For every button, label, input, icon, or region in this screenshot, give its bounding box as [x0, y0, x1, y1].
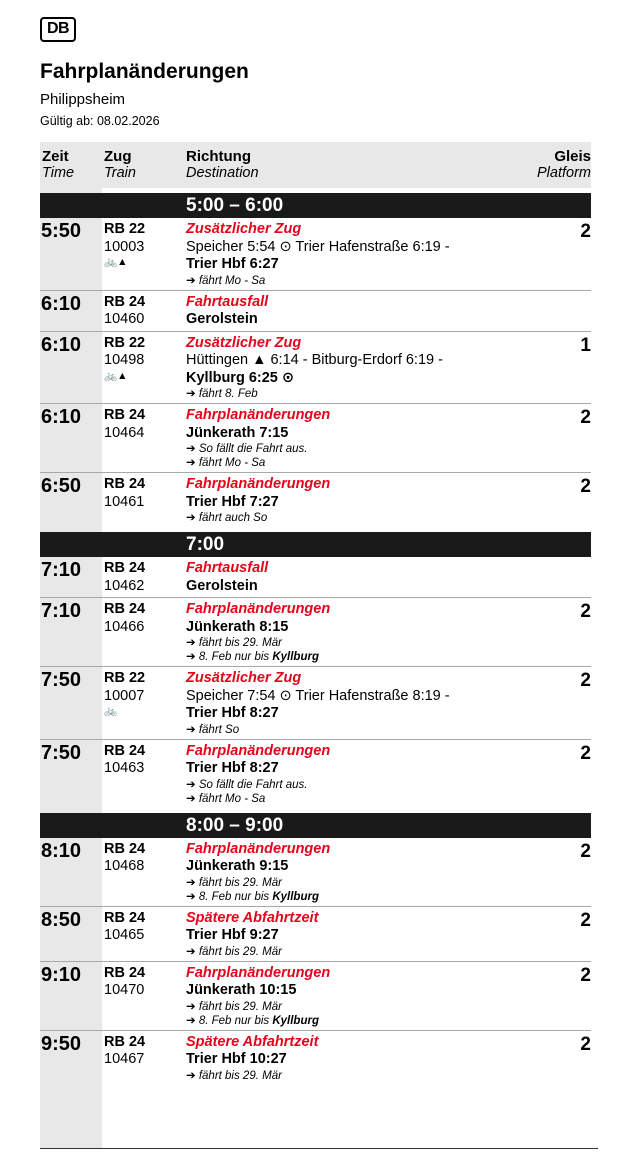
service-note [186, 387, 551, 401]
train-line: RB 24 [104, 909, 146, 926]
table-row [40, 332, 591, 405]
service-note [186, 945, 551, 959]
page-title: Fahrplanänderungen [40, 60, 249, 83]
destination: Trier Hbf 8:27 [186, 760, 279, 776]
train-info [104, 294, 145, 329]
destination-info [186, 601, 551, 664]
destination-info [186, 407, 551, 470]
service-note-text: ➔ fährt bis 29. Mär [186, 1069, 282, 1082]
column-header-train [104, 148, 136, 182]
change-status: Spätere Abfahrtzeit [186, 909, 319, 926]
train-number: 10467 [104, 1051, 145, 1067]
table-row [40, 557, 591, 598]
service-note-text: ➔ 8. Feb nur bis [186, 651, 273, 663]
train-line: RB 24 [104, 293, 146, 310]
service-note-text: ➔ 8. Feb nur bis [186, 890, 273, 903]
destination: Trier Hbf 9:27 [186, 927, 279, 943]
change-status: Spätere Abfahrtzeit [186, 1033, 319, 1050]
train-info [104, 670, 145, 717]
service-note-text: ➔ So fällt die Fahrt aus. [186, 778, 308, 791]
time-group-header: 5:00 – 6:00 [40, 193, 591, 218]
table-row [40, 1031, 591, 1085]
platform-number: 2 [580, 670, 591, 691]
departure-time: 7:50 [41, 669, 82, 691]
destination: Jünkerath 8:15 [186, 618, 289, 635]
service-note-text: ➔ 8. Feb nur bis [186, 1014, 273, 1027]
service-note-text: ➔ fährt So [186, 723, 240, 736]
service-note-station: Kyllburg [272, 651, 319, 663]
departure-time: 6:10 [41, 292, 82, 315]
platform-number: 1 [580, 334, 591, 356]
train-number: 10003 [104, 238, 145, 255]
column-time-sublabel: Time [42, 165, 75, 181]
platform-number: 2 [580, 742, 591, 764]
departure-time: 8:50 [41, 908, 82, 931]
train-line: RB 24 [104, 840, 146, 857]
column-header-destination [186, 148, 259, 182]
departure-time: 5:50 [41, 220, 82, 242]
train-line: RB 24 [104, 476, 146, 492]
time-group-header: 8:00 – 9:00 [40, 813, 591, 838]
destination-info [186, 910, 551, 959]
change-status: Zusätzlicher Zug [186, 221, 302, 237]
destination-info [186, 476, 551, 525]
service-note [186, 778, 551, 792]
destination: Trier Hbf 6:27 [186, 256, 279, 272]
destination-info [186, 965, 551, 1028]
train-line: RB 24 [104, 1033, 146, 1050]
departure-time: 7:50 [41, 741, 82, 764]
destination-info [186, 560, 551, 595]
change-status: Fahrtausfall [186, 293, 269, 310]
destination: Gerolstein [186, 577, 258, 594]
table-row [40, 218, 591, 291]
service-note-text: ➔ So fällt die Fahrt aus. [186, 443, 308, 455]
train-number: 10465 [104, 927, 145, 943]
departure-time: 9:10 [41, 963, 82, 986]
train-line: RB 24 [104, 601, 146, 617]
station-name: Philippsheim [40, 91, 126, 108]
destination: Trier Hbf 8:27 [186, 705, 279, 721]
train-line: RB 22 [104, 334, 146, 351]
change-status: Zusätzlicher Zug [186, 334, 302, 351]
service-note [186, 890, 551, 904]
destination-info [186, 841, 551, 904]
train-number: 10464 [104, 424, 145, 441]
platform-number: 2 [580, 1033, 591, 1055]
destination-info [186, 1034, 551, 1083]
destination: Trier Hbf 10:27 [186, 1051, 287, 1067]
platform-number: 2 [580, 476, 591, 497]
service-note [186, 650, 551, 664]
train-number: 10463 [104, 760, 145, 776]
column-destination-label: Richtung [186, 148, 251, 165]
column-platform-label: Gleis [554, 148, 591, 165]
service-note-text: ➔ fährt bis 29. Mär [186, 876, 282, 889]
train-number: 10466 [104, 618, 145, 635]
table-row [40, 404, 591, 473]
departure-time: 8:10 [41, 839, 82, 862]
service-note [186, 876, 551, 890]
service-note [186, 1069, 551, 1083]
service-note-station: Kyllburg [272, 890, 319, 903]
bicycle-icon: 🚲▲ [104, 256, 128, 268]
via-stops: Speicher 7:54 ⊙ Trier Hafenstraße 8:19 - [186, 687, 450, 704]
service-note-text: ➔ fährt 8. Feb [186, 388, 258, 400]
train-info [104, 910, 145, 945]
via-stops: Speicher 5:54 ⊙ Trier Hafenstraße 6:19 - [186, 238, 450, 255]
train-info [104, 965, 145, 1000]
train-line: RB 24 [104, 964, 146, 981]
platform-number: 2 [580, 601, 591, 622]
change-status: Fahrplanänderungen [186, 742, 331, 759]
table-row [40, 838, 591, 907]
train-info [104, 221, 145, 268]
platform-number: 2 [580, 964, 591, 986]
train-info [104, 1034, 145, 1069]
table-row [40, 598, 591, 667]
departure-time: 6:10 [41, 406, 82, 428]
table-row [40, 740, 591, 808]
train-line: RB 24 [104, 560, 146, 576]
change-status: Fahrplanänderungen [186, 476, 331, 492]
train-number: 10462 [104, 577, 145, 594]
bicycle-icon: 🚲 [104, 705, 118, 717]
train-line: RB 24 [104, 407, 146, 423]
service-note-text: ➔ fährt bis 29. Mär [186, 1000, 282, 1013]
destination-info [186, 294, 551, 329]
platform-number: 2 [580, 407, 591, 428]
train-info [104, 743, 145, 778]
table-row [40, 291, 591, 332]
change-status: Fahrplanänderungen [186, 407, 331, 423]
service-note-text: ➔ fährt Mo - Sa [186, 792, 266, 805]
train-info [104, 335, 145, 382]
bicycle-icon: 🚲▲ [104, 369, 128, 382]
column-header-time [42, 148, 74, 182]
departure-time: 9:50 [41, 1032, 82, 1055]
table-end-divider [40, 1148, 598, 1149]
change-status: Fahrplanänderungen [186, 964, 331, 981]
train-line: RB 24 [104, 742, 146, 759]
train-info [104, 560, 145, 595]
train-line: RB 22 [104, 670, 146, 686]
train-number: 10470 [104, 982, 145, 998]
destination-info [186, 221, 551, 288]
departure-time: 6:50 [41, 475, 82, 497]
platform-number: 2 [580, 909, 591, 931]
change-status: Fahrplanänderungen [186, 601, 331, 617]
service-note [186, 1000, 551, 1014]
service-note [186, 511, 551, 525]
train-info [104, 476, 145, 511]
table-row [40, 962, 591, 1031]
service-note-text: ➔ fährt Mo - Sa [186, 457, 266, 469]
valid-from: Gültig ab: 08.02.2026 [40, 114, 160, 128]
service-note [186, 723, 551, 737]
train-number: 10468 [104, 858, 145, 874]
train-number: 10461 [104, 493, 145, 510]
change-status: Fahrplanänderungen [186, 840, 331, 857]
train-info [104, 841, 145, 876]
service-note [186, 456, 551, 470]
destination: Trier Hbf 7:27 [186, 493, 279, 510]
column-destination-sublabel: Destination [186, 165, 259, 181]
table-row [40, 473, 591, 527]
destination: Gerolstein [186, 311, 258, 327]
change-status: Fahrtausfall [186, 560, 269, 576]
train-number: 10460 [104, 311, 145, 327]
destination-info [186, 743, 551, 806]
departure-time: 6:10 [41, 333, 82, 356]
destination-info [186, 670, 551, 737]
destination: Jünkerath 10:15 [186, 982, 297, 998]
table-row [40, 907, 591, 962]
destination: Jünkerath 9:15 [186, 858, 289, 874]
train-info [104, 407, 145, 442]
service-note [186, 274, 551, 288]
service-note-text: ➔ fährt bis 29. Mär [186, 945, 282, 958]
train-info [104, 601, 145, 636]
service-note [186, 792, 551, 806]
change-status: Zusätzlicher Zug [186, 670, 302, 686]
service-note-text: ➔ fährt Mo - Sa [186, 274, 266, 287]
timetable [40, 142, 591, 1149]
departure-time: 7:10 [41, 600, 82, 622]
timetable-body [40, 193, 591, 1085]
destination: Kyllburg 6:25 ⊙ [186, 369, 295, 386]
train-number: 10498 [104, 352, 145, 368]
train-line: RB 22 [104, 221, 146, 237]
time-group-header: 7:00 [40, 532, 591, 557]
table-header [40, 142, 591, 188]
service-note-text: ➔ fährt bis 29. Mär [186, 637, 282, 649]
service-note [186, 1014, 551, 1028]
destination: Jünkerath 7:15 [186, 424, 289, 441]
column-train-sublabel: Train [104, 165, 136, 181]
departure-time: 7:10 [41, 559, 82, 581]
platform-number: 2 [580, 840, 591, 862]
db-logo: DB [40, 17, 76, 42]
service-note-text: ➔ fährt auch So [186, 512, 268, 524]
via-stops: Hüttingen ▲ 6:14 - Bitburg-Erdorf 6:19 - [186, 352, 443, 368]
service-note [186, 636, 551, 650]
service-note-station: Kyllburg [272, 1014, 319, 1027]
train-number: 10007 [104, 687, 145, 704]
column-train-label: Zug [104, 148, 132, 165]
column-time-label: Zeit [42, 148, 69, 165]
service-note [186, 442, 551, 456]
table-row [40, 667, 591, 740]
platform-number: 2 [580, 221, 591, 242]
column-header-platform [537, 148, 591, 182]
destination-info [186, 335, 551, 402]
column-platform-sublabel: Platform [537, 165, 591, 181]
